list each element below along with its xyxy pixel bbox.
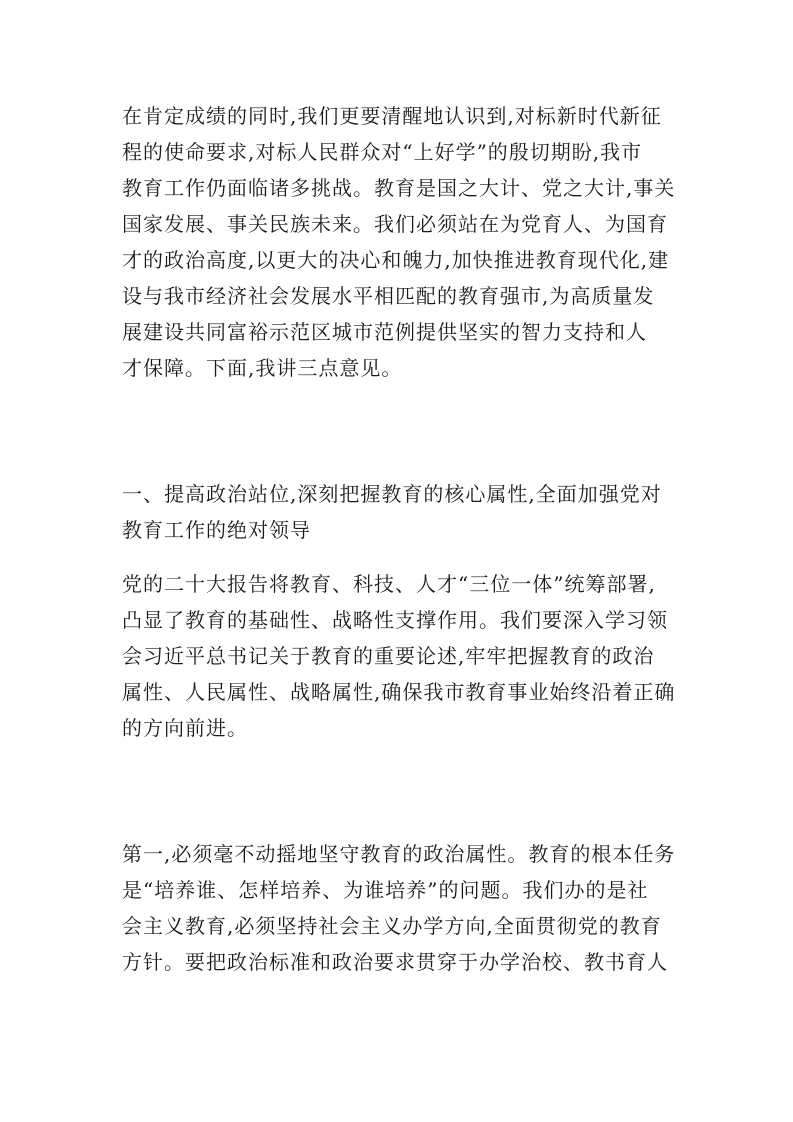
text-line: 教育工作的绝对领导 [122, 518, 311, 542]
text-line: 是“培养谁、怎样培养、为谁培养”的问题。我们办的是社 [122, 878, 649, 902]
text-line: 会习近平总书记关于教育的重要论述,牢牢把握教育的政治 [122, 644, 655, 668]
text-line: 教育工作仍面临诸多挑战。教育是国之大计、党之大计,事关 [122, 176, 676, 200]
text-line: 凸显了教育的基础性、战略性支撑作用。我们要深入学习领 [122, 608, 668, 632]
text-line: 会主义教育,必须坚持社会主义办学方向,全面贯彻党的教育 [122, 914, 662, 938]
paragraph-body [122, 566, 682, 746]
text-line: 党的二十大报告将教育、科技、人才“三位一体”统筹部署, [122, 572, 656, 596]
text-line: 方针。要把政治标准和政治要求贯穿于办学治校、教书育人 [122, 950, 668, 974]
text-line: 一、提高政治站位,深刻把握教育的核心属性,全面加强党对 [122, 482, 662, 506]
text-line: 才的政治高度,以更大的决心和魄力,加快推进教育现代化,建 [122, 248, 670, 272]
text-line: 的方向前进。 [122, 716, 248, 740]
section-heading [122, 476, 682, 548]
text-line: 第一,必须毫不动摇地坚守教育的政治属性。教育的根本任务 [122, 842, 676, 866]
text-line: 国家发展、事关民族未来。我们必须站在为党育人、为国育 [122, 212, 668, 236]
text-line: 程的使命要求,对标人民群众对“上好学”的殷切期盼,我市 [122, 140, 643, 164]
text-line: 展建设共同富裕示范区城市范例提供坚实的智力支持和人 [122, 320, 647, 344]
paragraph-body [122, 836, 682, 980]
paragraph-intro [122, 98, 682, 386]
text-line: 设与我市经济社会发展水平相匹配的教育强市,为高质量发 [122, 284, 655, 308]
text-line: 属性、人民属性、战略属性,确保我市教育事业始终沿着正确 [122, 680, 676, 704]
text-line: 在肯定成绩的同时,我们更要清醒地认识到,对标新时代新征 [122, 104, 662, 128]
text-line: 才保障。下面,我讲三点意见。 [122, 356, 403, 380]
